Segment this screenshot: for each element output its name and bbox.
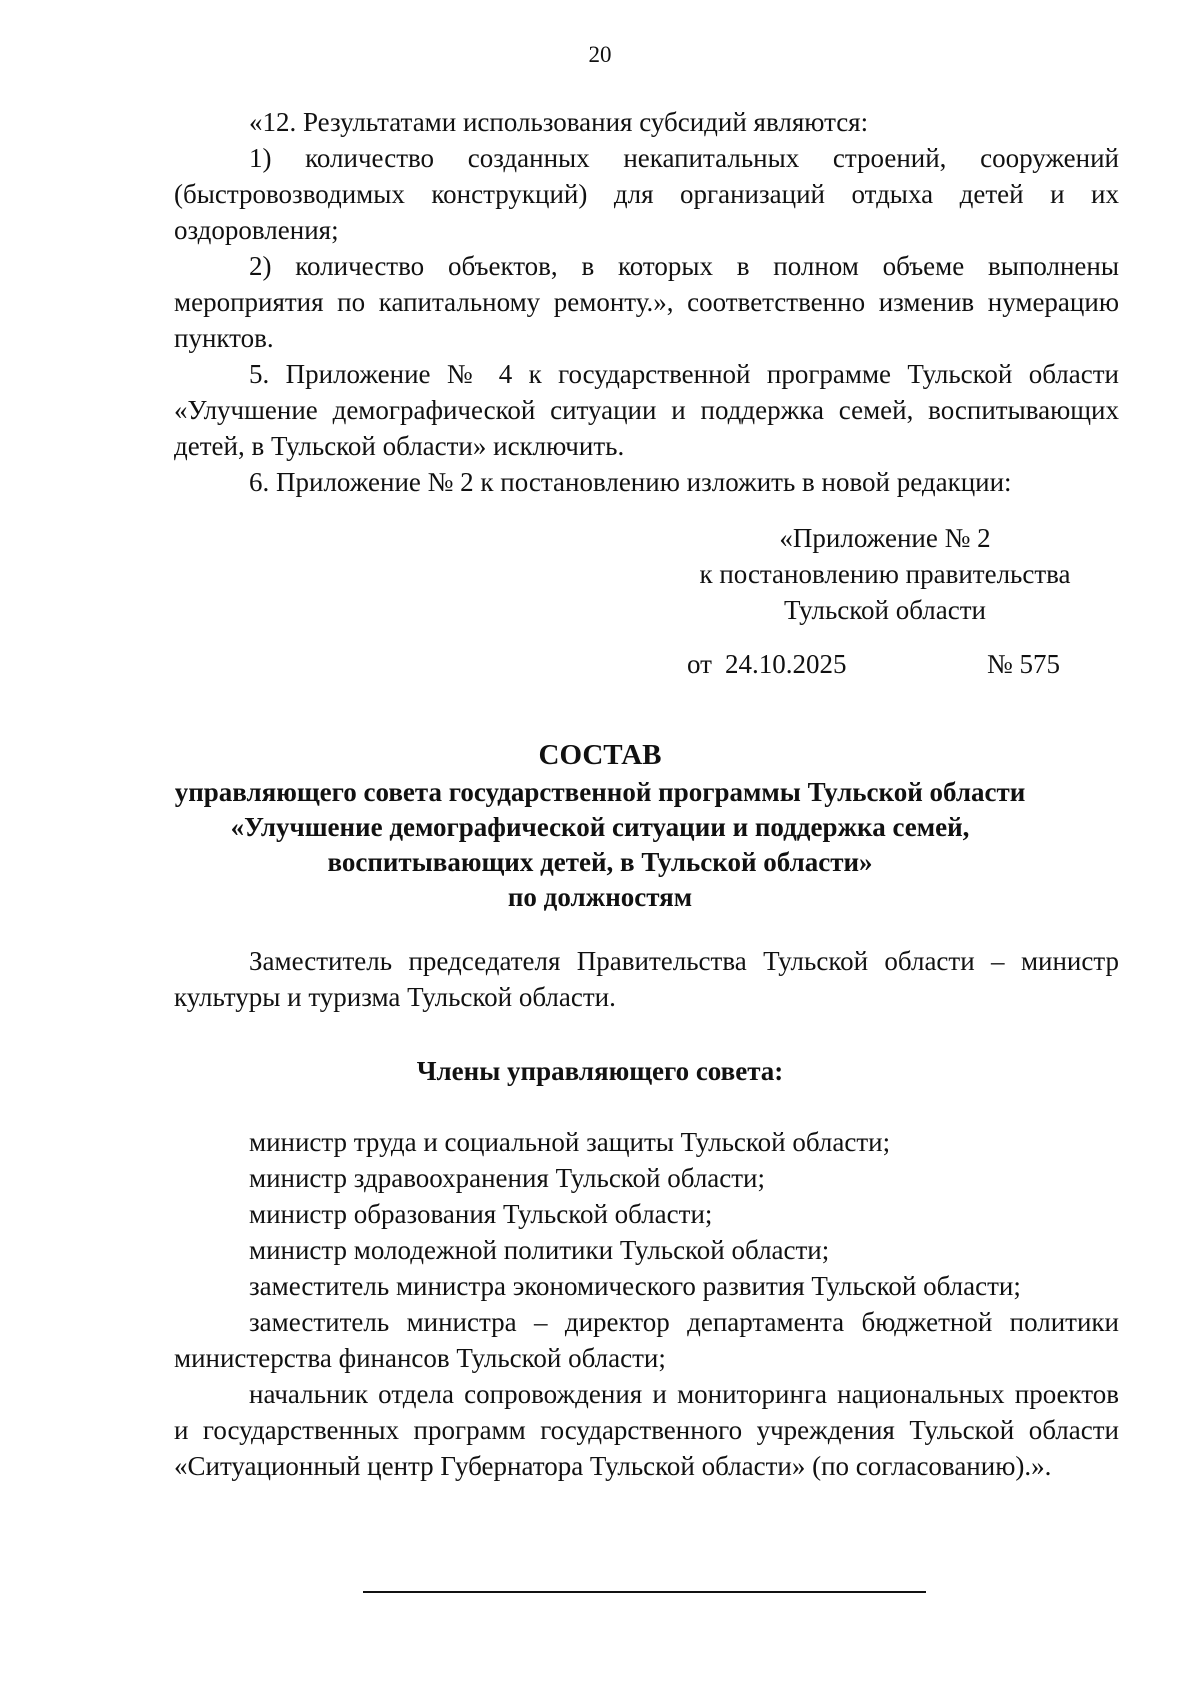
paragraph-result-2: 2) количество объектов, в которых в полном объеме выполнены мероприятия по капитальному ремонту.», соответственно изменив нумерацию пунктов. — [174, 251, 1119, 353]
amendment-text — [174, 104, 1119, 500]
decree-date: 24.10.2025 — [725, 649, 847, 679]
appendix-reference: к постановлению правительства — [699, 559, 1071, 589]
composition-title — [150, 738, 1050, 915]
member-item: министр образования Тульской области; — [249, 1199, 713, 1229]
chair-section — [174, 943, 1119, 1015]
members-heading: Члены управляющего совета: — [416, 1056, 784, 1086]
paragraph-point-6: 6. Приложение № 2 к постановлению изложить в новой редакции: — [249, 467, 1012, 497]
closing-divider — [363, 1591, 926, 1593]
member-item: министр молодежной политики Тульской области; — [249, 1235, 830, 1265]
member-item: заместитель министра – директор департамента бюджетной политики министерства финансов Тульской области; — [174, 1307, 1119, 1373]
decree-number: № 575 — [987, 649, 1061, 679]
title-line-4: по должностям — [507, 882, 693, 912]
chair-position: Заместитель председателя Правительства Тульской области – министр культуры и туризма Тульской области. — [174, 946, 1119, 1012]
member-item: министр труда и социальной защиты Тульской области; — [249, 1127, 891, 1157]
appendix-region: Тульской области — [784, 595, 986, 625]
paragraph-result-1: 1) количество созданных некапитальных строений, сооружений (быстровозводимых конструкций) для организаций отдыха детей и их оздоровления; — [174, 143, 1119, 245]
page-number: 20 — [588, 42, 612, 67]
date-label: от — [687, 649, 712, 679]
members-list — [174, 1124, 1119, 1484]
paragraph-item-12-intro: «12. Результатами использования субсидий являются: — [249, 107, 869, 137]
title-line-3: воспитывающих детей, в Тульской области» — [327, 847, 873, 877]
paragraph-point-5: 5. Приложение № 4 к государственной программе Тульской области «Улучшение демографической ситуации и поддержка семей, воспитывающих детей, в Тульской области» исключить. — [174, 359, 1119, 461]
member-item: заместитель министра экономического развития Тульской области; — [249, 1271, 1021, 1301]
member-item: начальник отдела сопровождения и мониторинга национальных проектов и государственных программ государственного учреждения Тульской области «Ситуационный центр Губернатора Тульской области» (по согласованию).». — [174, 1379, 1119, 1481]
member-item: министр здравоохранения Тульской области; — [249, 1163, 766, 1193]
appendix-header — [680, 520, 1090, 628]
appendix-title: «Приложение № 2 — [779, 523, 991, 553]
title-line-2: «Улучшение демографической ситуации и поддержка семей, — [230, 812, 970, 842]
title-line-1: управляющего совета государственной программы Тульской области — [174, 777, 1026, 807]
title-main: СОСТАВ — [538, 739, 662, 771]
